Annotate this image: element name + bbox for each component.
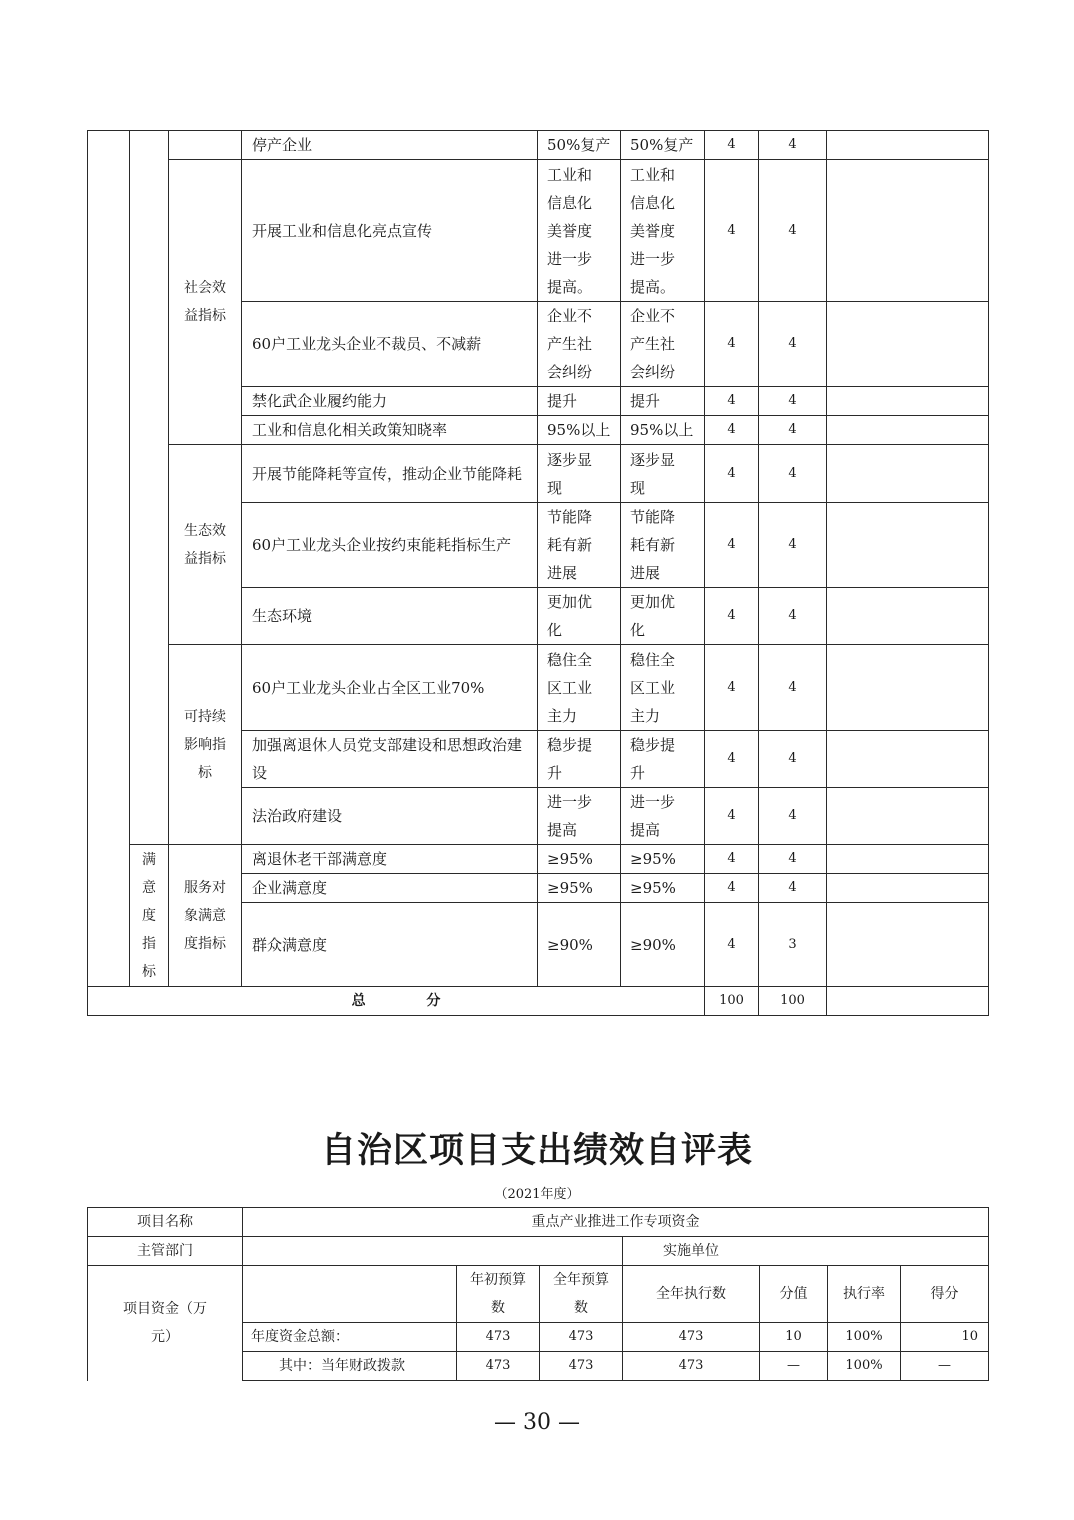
header-rate: 执行率 (828, 1266, 901, 1323)
annual-budget-cell: 473 (540, 1323, 623, 1352)
page-title: 自治区项目支出绩效自评表 (320, 1130, 753, 1171)
remark-cell (827, 874, 989, 903)
indicator-cell: 工业和信息化相关政策知晓率 (242, 416, 538, 445)
indicator-cell: 生态环境 (242, 588, 538, 645)
score-cell: 3 (759, 903, 827, 987)
target-cell: 稳住全区工业主力 (538, 645, 621, 731)
row-label: 其中：当年财政拨款 (243, 1352, 457, 1381)
weight-cell: 4 (705, 416, 759, 445)
category-satisfaction-level1: 满意度指标 (130, 845, 169, 987)
weight-cell: 4 (705, 302, 759, 387)
score-cell: 4 (759, 645, 827, 731)
executed-cell: 473 (623, 1352, 760, 1381)
indicator-cell: 离退休老干部满意度 (242, 845, 538, 874)
category-ecological: 生态效益指标 (169, 445, 242, 645)
remark-cell (827, 131, 989, 160)
score-cell: — (901, 1352, 989, 1381)
weight-cell: 4 (705, 588, 759, 645)
score-cell: 4 (759, 845, 827, 874)
total-score: 100 (759, 987, 827, 1016)
project-expenditure-table (87, 1207, 989, 1381)
blank-cell (130, 131, 169, 845)
funds-label: 项目资金（万元） (88, 1266, 243, 1381)
indicator-cell: 群众满意度 (242, 903, 538, 987)
annual-budget-cell: 473 (540, 1352, 623, 1381)
total-weight: 100 (705, 987, 759, 1016)
target-cell: 企业不产生社会纠纷 (538, 302, 621, 387)
weight-cell: 4 (705, 731, 759, 788)
remark-cell (827, 645, 989, 731)
category-satisfaction-level2: 服务对象满意度指标 (169, 845, 242, 987)
executed-cell: 473 (623, 1323, 760, 1352)
target-cell: 稳步提升 (538, 731, 621, 788)
actual-cell: 稳住全区工业主力 (621, 645, 705, 731)
table-row (88, 845, 989, 874)
indicator-cell: 60户工业龙头企业占全区工业70% (242, 645, 538, 731)
indicator-cell: 法治政府建设 (242, 788, 538, 845)
actual-cell: 更加优化 (621, 588, 705, 645)
weight-cell: 4 (705, 503, 759, 588)
actual-cell: 逐步显现 (621, 445, 705, 503)
weight-cell: 4 (705, 788, 759, 845)
initial-budget-cell: 473 (457, 1323, 540, 1352)
header-executed: 全年执行数 (623, 1266, 760, 1323)
header-score: 得分 (901, 1266, 989, 1323)
table-row (88, 1237, 989, 1266)
target-cell: 更加优化 (538, 588, 621, 645)
project-name-value: 重点产业推进工作专项资金 (243, 1208, 989, 1237)
weight-cell: — (760, 1352, 828, 1381)
weight-cell: 4 (705, 387, 759, 416)
weight-cell: 4 (705, 874, 759, 903)
indicator-cell: 开展工业和信息化亮点宣传 (242, 160, 538, 302)
dept-label: 主管部门 (88, 1237, 243, 1266)
score-cell: 4 (759, 416, 827, 445)
table-row (88, 131, 989, 160)
actual-cell: 工业和信息化美誉度进一步提高。 (621, 160, 705, 302)
remark-cell (827, 445, 989, 503)
remark-cell (827, 588, 989, 645)
remark-cell (827, 387, 989, 416)
score-cell: 4 (759, 160, 827, 302)
score-cell: 4 (759, 387, 827, 416)
actual-cell: 提升 (621, 387, 705, 416)
indicator-cell: 停产企业 (242, 131, 538, 160)
blank-cell (243, 1266, 457, 1323)
remark-cell (827, 731, 989, 788)
remark-cell (827, 503, 989, 588)
target-cell: ≥95% (538, 845, 621, 874)
weight-cell: 4 (705, 160, 759, 302)
rate-cell: 100% (828, 1352, 901, 1381)
actual-cell: 企业不产生社会纠纷 (621, 302, 705, 387)
table-row (88, 445, 989, 503)
category-social: 社会效益指标 (169, 160, 242, 445)
header-initial-budget: 年初预算数 (457, 1266, 540, 1323)
indicator-cell: 开展节能降耗等宣传，推动企业节能降耗 (242, 445, 538, 503)
remark-cell (827, 788, 989, 845)
header-weight: 分值 (760, 1266, 828, 1323)
weight-cell: 4 (705, 903, 759, 987)
table-row (88, 1208, 989, 1237)
table-row (88, 645, 989, 731)
actual-cell: ≥90% (621, 903, 705, 987)
score-cell: 4 (759, 588, 827, 645)
weight-cell: 4 (705, 645, 759, 731)
remark-cell (827, 160, 989, 302)
initial-budget-cell: 473 (457, 1352, 540, 1381)
actual-cell: ≥95% (621, 845, 705, 874)
target-cell: 逐步显现 (538, 445, 621, 503)
impl-unit-label: 实施单位 (623, 1237, 989, 1266)
remark-cell (827, 416, 989, 445)
page-number: — 30 — (494, 1410, 580, 1435)
weight-cell: 4 (705, 445, 759, 503)
weight-cell: 10 (760, 1323, 828, 1352)
actual-cell: 进一步提高 (621, 788, 705, 845)
indicator-cell: 60户工业龙头企业不裁员、不减薪 (242, 302, 538, 387)
indicator-cell: 60户工业龙头企业按约束能耗指标生产 (242, 503, 538, 588)
table-row (88, 1266, 989, 1323)
target-cell: 工业和信息化美誉度进一步提高。 (538, 160, 621, 302)
score-cell: 10 (901, 1323, 989, 1352)
score-cell: 4 (759, 302, 827, 387)
target-cell: 提升 (538, 387, 621, 416)
total-row (88, 987, 989, 1016)
year-subtitle: （2021年度） (494, 1187, 580, 1202)
project-name-label: 项目名称 (88, 1208, 243, 1237)
weight-cell: 4 (705, 845, 759, 874)
weight-cell: 4 (705, 131, 759, 160)
target-cell: 进一步提高 (538, 788, 621, 845)
score-cell: 4 (759, 788, 827, 845)
actual-cell: 95%以上 (621, 416, 705, 445)
target-cell: ≥95% (538, 874, 621, 903)
score-cell: 4 (759, 874, 827, 903)
target-cell: 节能降耗有新进展 (538, 503, 621, 588)
target-cell: 95%以上 (538, 416, 621, 445)
header-annual-budget: 全年预算数 (540, 1266, 623, 1323)
total-label: 总 分 (88, 987, 705, 1016)
indicator-cell: 禁化武企业履约能力 (242, 387, 538, 416)
actual-cell: ≥95% (621, 874, 705, 903)
blank-cell (88, 131, 130, 987)
actual-cell: 稳步提升 (621, 731, 705, 788)
blank-cell (169, 131, 242, 160)
score-cell: 4 (759, 445, 827, 503)
actual-cell: 50%复产 (621, 131, 705, 160)
remark-cell (827, 845, 989, 874)
dept-value (243, 1237, 623, 1266)
row-label: 年度资金总额： (243, 1323, 457, 1352)
table-row (88, 160, 989, 302)
target-cell: ≥90% (538, 903, 621, 987)
actual-cell: 节能降耗有新进展 (621, 503, 705, 588)
indicator-cell: 加强离退休人员党支部建设和思想政治建设 (242, 731, 538, 788)
score-cell: 4 (759, 503, 827, 588)
indicator-cell: 企业满意度 (242, 874, 538, 903)
performance-indicator-table (87, 130, 989, 1016)
remark-cell (827, 302, 989, 387)
score-cell: 4 (759, 131, 827, 160)
remark-cell (827, 903, 989, 987)
category-sustainable: 可持续影响指标 (169, 645, 242, 845)
score-cell: 4 (759, 731, 827, 788)
remark-cell (827, 987, 989, 1016)
target-cell: 50%复产 (538, 131, 621, 160)
rate-cell: 100% (828, 1323, 901, 1352)
